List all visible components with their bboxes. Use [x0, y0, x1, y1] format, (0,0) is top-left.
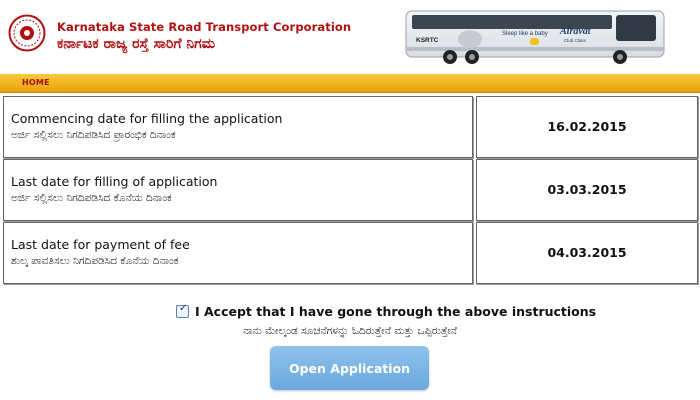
bus-banner-image	[402, 5, 670, 67]
schedule-date-cell	[476, 96, 698, 158]
schedule-label-kannada: ಅರ್ಜಿ ಸಲ್ಲಿಸಲು ನಿಗದಿಪಡಿಸಿದ ಪ್ರಾರಂಭಿಕ ದಿನಾಂಕ	[11, 129, 176, 141]
accept-section	[0, 302, 700, 342]
table-row	[3, 222, 699, 285]
schedule-date: 16.02.2015	[547, 119, 627, 134]
schedule-label-english: Last date for filling of application	[11, 174, 218, 189]
schedule-date: 04.03.2015	[547, 245, 627, 260]
page-header	[0, 0, 700, 72]
accept-label-kannada: ನಾನು ಮೇಲ್ಕಂಡ ಸೂಚನೆಗಳನ್ನು ಓದಿರುತ್ತೇನೆ ಮತ್ತು ಒಪ್ಪಿರುತ್ತೇನೆ	[243, 325, 457, 337]
schedule-label-cell	[3, 222, 473, 284]
checkmark-icon: ✓	[179, 303, 188, 314]
table-row	[3, 96, 699, 159]
schedule-date-cell	[476, 159, 698, 221]
bus-ksrtc-text: KSRTC	[416, 37, 439, 44]
schedule-date: 03.03.2015	[547, 182, 627, 197]
org-name-kannada: ಕರ್ನಾಟಕ ರಾಜ್ಯ ರಸ್ತೆ ಸಾರಿಗೆ ನಿಗಮ	[57, 36, 216, 52]
ksrtc-logo	[8, 14, 46, 52]
bus-brand-text: Airavat	[560, 26, 591, 37]
open-application-button[interactable]: Open Application	[270, 346, 429, 390]
schedule-label-english: Last date for payment of fee	[11, 237, 190, 252]
table-row	[3, 159, 699, 222]
schedule-table	[3, 96, 699, 285]
accept-label-english: I Accept that I have gone through the above instructions	[195, 304, 597, 319]
nav-home-link[interactable]: HOME	[22, 78, 50, 87]
org-name-english: Karnataka State Road Transport Corporation	[57, 20, 352, 34]
schedule-label-kannada: ಶುಲ್ಕ ಪಾವತಿಸಲು ನಿಗದಿಪಡಿಸಿದ ಕೊನೆಯ ದಿನಾಂಕ	[11, 255, 179, 267]
schedule-label-english: Commencing date for filling the application	[11, 111, 283, 126]
bus-brand-sub-text: Club Class	[564, 38, 586, 43]
schedule-label-cell	[3, 96, 473, 158]
accept-checkbox[interactable]	[176, 305, 189, 318]
schedule-label-cell	[3, 159, 473, 221]
schedule-date-cell	[476, 222, 698, 284]
schedule-label-kannada: ಅರ್ಜಿ ಸಲ್ಲಿಸಲು ನಿಗದಿಪಡಿಸಿದ ಕೊನೆಯ ದಿನಾಂಕ	[11, 192, 172, 204]
top-nav-bar	[0, 74, 700, 93]
bus-tagline-text: Sleep like a baby	[502, 31, 548, 37]
